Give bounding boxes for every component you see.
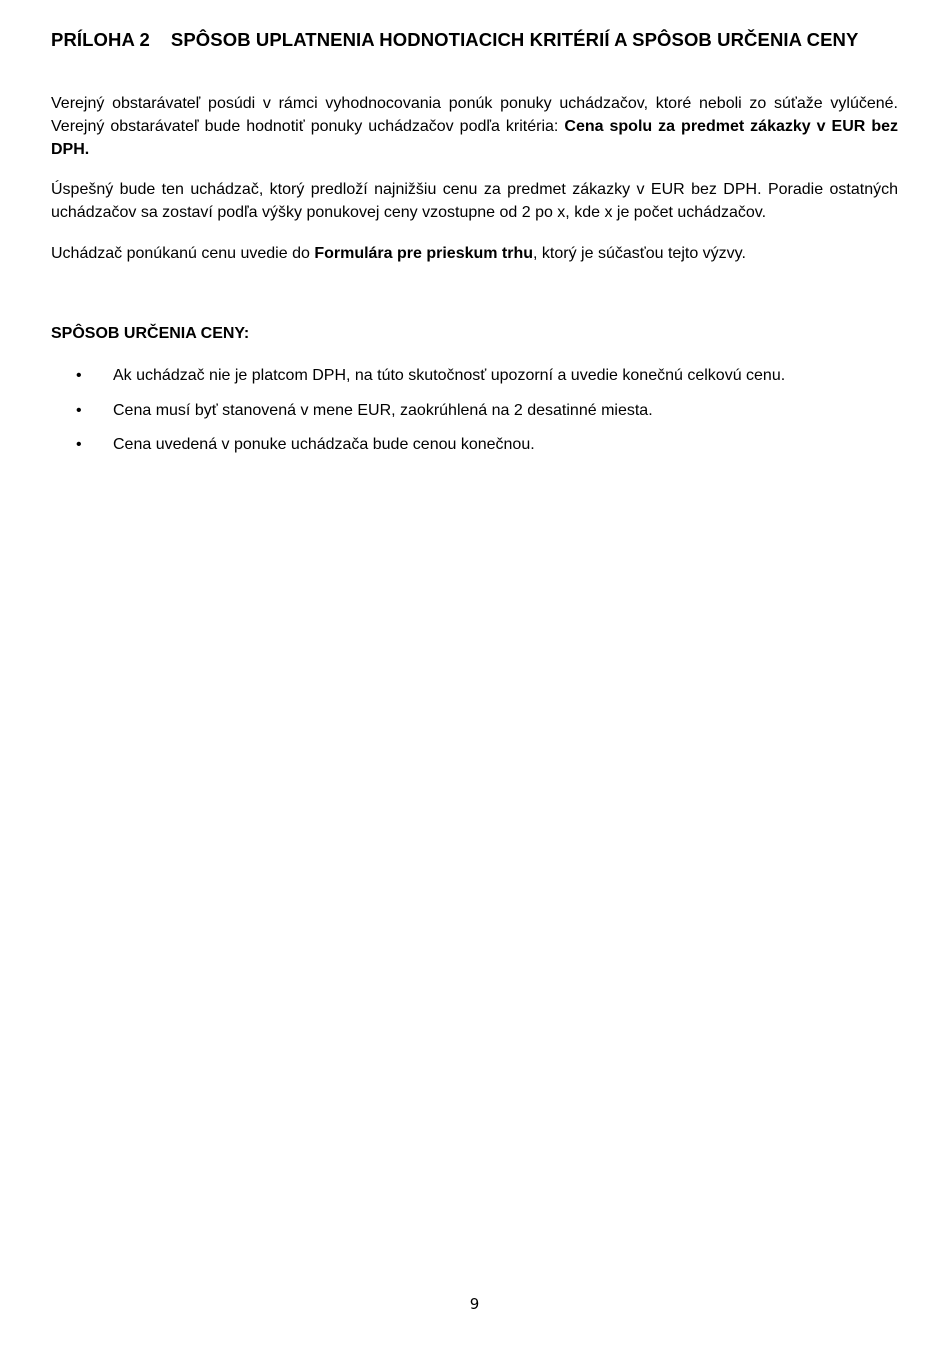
paragraph-text: , ktorý je súčasťou tejto výzvy. xyxy=(533,245,746,262)
bullet-icon: • xyxy=(76,367,82,384)
paragraph-text: Úspešný bude ten uchádzač, ktorý predloží najnižšiu cenu za predmet zákazky v EUR bez DPH. Poradie ostatných uchádzačov sa zostaví podľa výšky ponukovej ceny vzostupne od 2 po x, kde x je počet uchádzačov. xyxy=(51,181,898,221)
appendix-title: SPÔSOB UPLATNENIA HODNOTIACICH KRITÉRIÍ A SPÔSOB URČENIA CENY xyxy=(170,29,859,50)
bullet-icon: • xyxy=(76,436,82,453)
criterion-bold: Cena spolu za predmet zákazky v EUR bez DPH. xyxy=(51,118,899,158)
appendix-number: PRÍLOHA 2 xyxy=(51,29,150,50)
page-number: 9 xyxy=(469,1295,480,1313)
document-page xyxy=(51,0,898,1350)
price-rules-list xyxy=(51,364,898,468)
list-item xyxy=(51,364,898,387)
list-item xyxy=(51,433,898,456)
paragraph-successful-bidder xyxy=(51,178,898,224)
list-item xyxy=(51,399,898,422)
page-heading xyxy=(51,29,858,51)
paragraph-text: Uchádzač ponúkanú cenu uvedie do xyxy=(51,245,315,262)
paragraph-text: Verejný obstarávateľ posúdi v rámci vyhodnocovania ponúk ponuky uchádzačov, ktoré neboli zo súťaže vylúčené. Verejný obstarávateľ bude hodnotiť ponuky uchádzačov podľa kritéria: xyxy=(51,95,898,135)
list-item-text: Ak uchádzač nie je platcom DPH, na túto skutočnosť upozorní a uvedie konečnú celkovú cenu. xyxy=(113,367,786,384)
paragraph-price-form xyxy=(51,242,898,265)
paragraph-evaluation-criteria xyxy=(51,92,898,161)
section-heading-price: SPÔSOB URČENIA CENY: xyxy=(51,325,250,342)
list-item-text: Cena uvedená v ponuke uchádzača bude cenou konečnou. xyxy=(113,436,535,453)
list-item-text: Cena musí byť stanovená v mene EUR, zaokrúhlená na 2 desatinné miesta. xyxy=(113,401,653,419)
form-name-bold: Formulára pre prieskum trhu xyxy=(314,245,534,262)
bullet-icon: • xyxy=(76,401,82,419)
